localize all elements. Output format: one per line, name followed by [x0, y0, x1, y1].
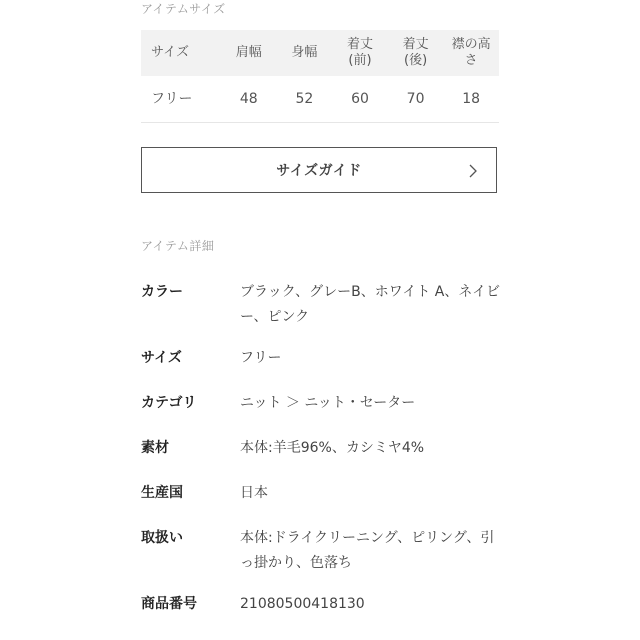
detail-row-care: [141, 526, 501, 592]
detail-key: 生産国: [141, 485, 183, 501]
chevron-right-icon: [466, 163, 480, 179]
size-guide-label: サイズガイド: [276, 163, 362, 179]
size-table-cell: 48: [239, 90, 258, 107]
detail-key: サイズ: [141, 350, 182, 366]
size-table-header-cell: サイズ: [151, 45, 189, 60]
size-table-cell: 18: [462, 90, 481, 107]
size-table-header-cell: 身幅: [291, 45, 318, 60]
item-size-section-title: アイテムサイズ: [141, 2, 226, 16]
detail-key: カラー: [141, 284, 183, 300]
detail-row-material: [141, 436, 501, 481]
detail-row-product-number: [141, 592, 501, 622]
detail-value: 本体:羊毛96%、カシミヤ4%: [240, 440, 425, 456]
detail-row-country: [141, 481, 501, 526]
detail-value: 本体:ドライクリーニング、ピリング、引っ掛かり、色落ち: [240, 530, 495, 571]
detail-row-category: [141, 391, 501, 436]
detail-row-color: [141, 280, 501, 346]
table-row: [141, 76, 499, 122]
size-table-header-row: [141, 30, 499, 76]
detail-row-size: [141, 346, 501, 391]
size-table-header-cell: 着丈 (前): [346, 37, 373, 68]
size-table-cell: フリー: [151, 90, 193, 107]
detail-value: 日本: [240, 485, 268, 501]
detail-key: 取扱い: [141, 530, 183, 546]
detail-value: ブラック、グレーB、ホワイト A、ネイビー、ピンク: [240, 284, 501, 325]
size-table-cell: 52: [295, 90, 314, 107]
item-details-list: [141, 280, 501, 622]
detail-key: 商品番号: [141, 596, 197, 612]
detail-key: カテゴリ: [141, 395, 197, 411]
detail-key: 素材: [141, 440, 169, 456]
size-table-header-cell: 肩幅: [235, 45, 262, 60]
size-guide-button[interactable]: [141, 147, 497, 193]
size-table-header-cell: 襟の高 さ: [451, 37, 491, 68]
detail-value: 21080500418130: [240, 596, 365, 612]
size-table: [141, 30, 499, 123]
size-table-header-cell: 着丈 (後): [402, 37, 429, 68]
detail-value: ニット ＞ ニット・セーター: [240, 395, 416, 411]
size-table-cell: 70: [406, 90, 425, 107]
size-table-cell: 60: [351, 90, 369, 107]
item-details-section-title: アイテム詳細: [141, 239, 215, 253]
detail-value: フリー: [240, 350, 282, 366]
